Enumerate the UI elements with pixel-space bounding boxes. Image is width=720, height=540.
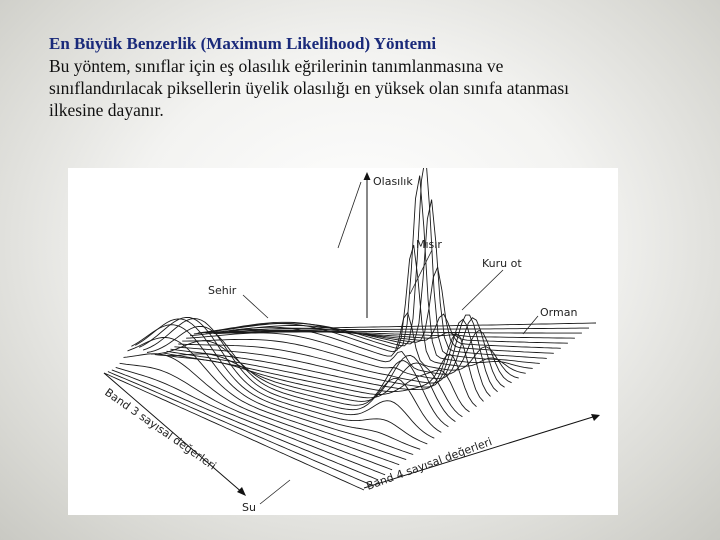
body-line-1: Bu yöntem, sınıflar için eş olasılık eğrilerinin tanımlanmasına ve	[49, 56, 504, 76]
body-line-3: ilkesine dayanır.	[49, 100, 164, 120]
city-leader	[243, 295, 268, 318]
body-line-2: sınıflandırılacak piksellerin üyelik olasılığı en yüksek olan sınıfa atanması	[49, 78, 570, 98]
slide-title: En Büyük Benzerlik (Maximum Likelihood) Yöntemi	[49, 34, 437, 53]
surface-curve	[104, 373, 364, 490]
label-water: Su	[242, 501, 256, 514]
hay-leader	[462, 270, 503, 310]
label-probability: Olasılık	[373, 175, 413, 188]
probability-surface-diagram	[68, 168, 618, 515]
corn-leader	[410, 250, 432, 294]
slide-text	[49, 33, 689, 121]
label-city: Sehir	[208, 284, 237, 297]
likelihood-figure	[68, 168, 618, 515]
surface-curve	[135, 319, 420, 449]
label-forest: Orman	[540, 306, 578, 319]
water-leader	[260, 480, 290, 504]
probability-axis-arrow	[364, 172, 371, 180]
probability-leader	[338, 182, 361, 248]
label-hay: Kuru ot	[482, 257, 522, 270]
label-band3-axis: Band 3 sayısal değerleri	[102, 385, 219, 473]
label-band4-axis: Band 4 sayısal değerleri	[364, 435, 494, 493]
label-corn: Mısır	[416, 238, 442, 251]
forest-leader	[523, 316, 538, 334]
band3-axis-arrow	[237, 487, 246, 496]
